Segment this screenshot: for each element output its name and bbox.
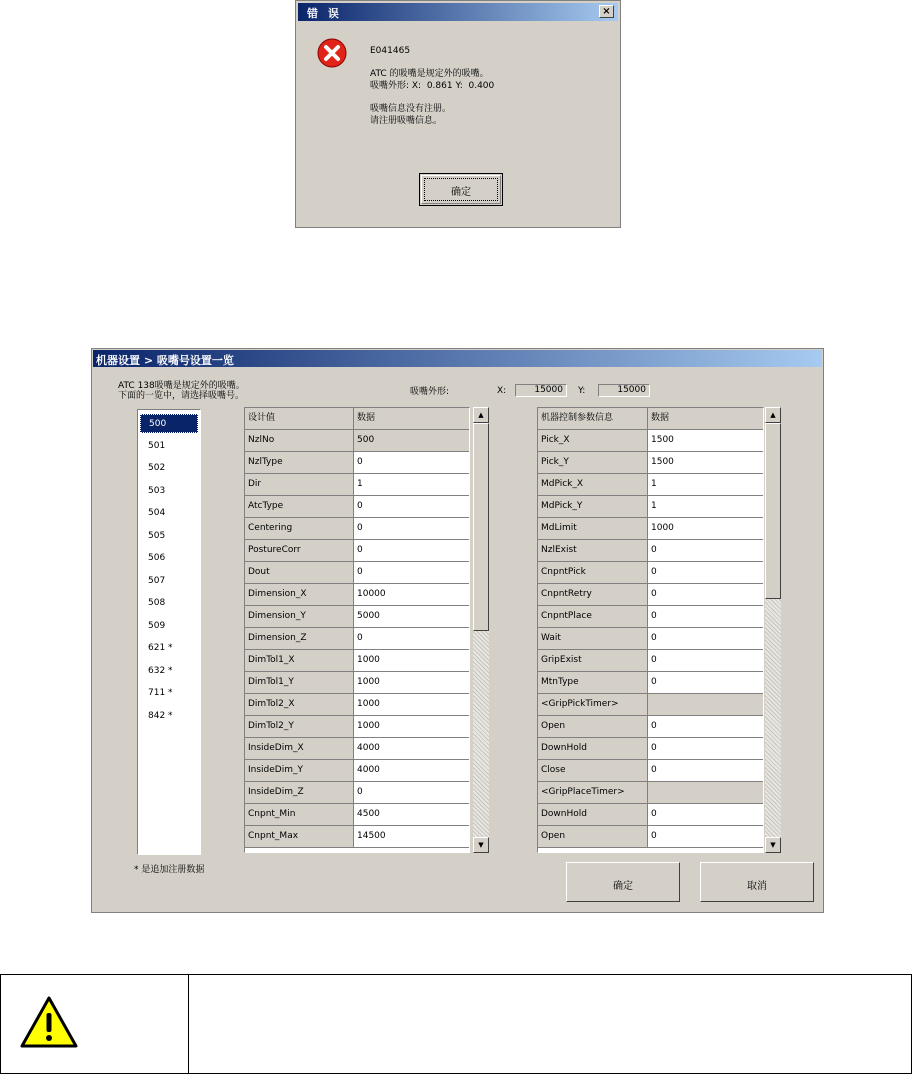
table-row[interactable] (245, 430, 469, 452)
table-row[interactable] (538, 430, 763, 452)
table-row[interactable] (538, 804, 763, 826)
window-titlebar (93, 350, 822, 367)
param-value-cell[interactable]: 1000 (357, 699, 380, 709)
param-value-cell[interactable]: 0 (651, 721, 657, 731)
column-header: 数据 (354, 408, 469, 429)
param-name-cell: InsideDim_X (245, 738, 354, 759)
nozzle-list-item[interactable]: 506 (148, 553, 166, 563)
param-value-cell[interactable]: 0 (357, 501, 363, 511)
table-row[interactable] (245, 760, 469, 782)
param-value-cell[interactable]: 0 (651, 589, 657, 599)
column-header: 设计值 (245, 408, 354, 429)
table-row[interactable] (538, 452, 763, 474)
error-dialog-title: 错 误 (307, 7, 342, 20)
scroll-thumb[interactable] (765, 423, 781, 599)
scroll-down-button[interactable]: ▼ (765, 837, 781, 853)
table-row[interactable] (538, 474, 763, 496)
nozzle-list-item[interactable]: 502 (148, 463, 166, 473)
param-value-cell[interactable] (648, 694, 763, 715)
param-name-cell: DimTol2_X (245, 694, 354, 715)
table-row[interactable] (245, 496, 469, 518)
table-row[interactable] (245, 650, 469, 672)
error-message-line1: ATC 的吸嘴是规定外的吸嘴。 (370, 69, 489, 79)
table-row[interactable] (538, 562, 763, 584)
param-name-cell: Cnpnt_Min (245, 804, 354, 825)
error-circle-x-icon (316, 37, 348, 69)
param-value-cell[interactable]: 0 (357, 787, 363, 797)
window-title: 机器设置 > 吸嘴号设置一览 (96, 354, 234, 367)
table-row[interactable] (245, 540, 469, 562)
machine-table-scrollbar[interactable] (765, 407, 781, 853)
table-row[interactable] (538, 606, 763, 628)
error-ok-button[interactable] (419, 173, 503, 206)
param-name-cell: MdPick_X (538, 474, 648, 495)
nozzle-shape-label: 吸嘴外形: (410, 387, 450, 397)
table-row[interactable] (245, 584, 469, 606)
table-row[interactable] (538, 716, 763, 738)
nozzle-settings-window (91, 348, 824, 913)
param-value-cell[interactable]: 1000 (357, 655, 380, 665)
param-value-cell[interactable]: 0 (357, 545, 363, 555)
warning-divider (188, 975, 189, 1073)
param-value-cell[interactable]: 0 (651, 765, 657, 775)
nozzle-list-item[interactable]: 504 (148, 508, 166, 518)
param-name-cell: CnpntRetry (538, 584, 648, 605)
table-row[interactable] (245, 518, 469, 540)
param-name-cell: NzlNo (245, 430, 354, 451)
param-name-cell: Open (538, 716, 648, 737)
table-row[interactable] (538, 628, 763, 650)
ok-button[interactable] (566, 862, 680, 902)
nozzle-list-item[interactable]: 632 * (148, 665, 173, 676)
param-value-cell[interactable]: 1 (651, 501, 657, 511)
param-name-cell: DownHold (538, 804, 648, 825)
table-row[interactable] (245, 738, 469, 760)
table-row[interactable] (245, 672, 469, 694)
param-value-cell[interactable]: 0 (651, 655, 657, 665)
param-value-cell[interactable]: 0 (651, 677, 657, 687)
column-header: 机器控制参数信息 (538, 408, 648, 429)
param-name-cell: Centering (245, 518, 354, 539)
param-value-cell[interactable]: 4500 (357, 809, 380, 819)
param-name-cell: MdLimit (538, 518, 648, 539)
param-value-cell[interactable]: 0 (651, 743, 657, 753)
param-value-cell[interactable]: 0 (651, 809, 657, 819)
param-value-cell[interactable]: 1000 (357, 677, 380, 687)
param-name-cell: DimTol2_Y (245, 716, 354, 737)
nozzle-list-item[interactable]: 508 (148, 598, 166, 608)
table-row[interactable] (538, 672, 763, 694)
error-code: E041465 (370, 46, 411, 56)
design-values-table (244, 407, 470, 853)
error-dialog-titlebar[interactable] (298, 3, 618, 21)
footnote: * 是追加注册数据 (134, 865, 205, 875)
table-header-row (245, 408, 469, 430)
table-header-row (538, 408, 763, 430)
scroll-down-button[interactable]: ▼ (473, 837, 489, 853)
machine-params-table (537, 407, 764, 853)
nozzle-list-item[interactable]: 505 (148, 530, 166, 541)
nozzle-list-item[interactable]: 503 (148, 485, 166, 496)
param-value-cell[interactable]: 0 (651, 545, 657, 555)
param-value-cell[interactable]: 4000 (357, 743, 380, 753)
param-value-cell[interactable]: 0 (651, 611, 657, 621)
warning-triangle-icon (19, 995, 79, 1049)
param-value-cell[interactable]: 1 (651, 479, 657, 489)
nozzle-list-item[interactable]: 711 * (148, 688, 173, 698)
param-name-cell: Cnpnt_Max (245, 826, 354, 847)
error-message-line2: 吸嘴外形: X: 0.861 Y: 0.400 (370, 81, 495, 91)
param-value-cell[interactable]: 14500 (357, 831, 386, 841)
param-value-cell[interactable]: 10000 (357, 589, 386, 599)
table-row[interactable] (538, 540, 763, 562)
error-dialog (295, 0, 621, 228)
param-name-cell: Dimension_Y (245, 606, 354, 627)
table-row[interactable] (245, 826, 469, 848)
param-value-cell[interactable]: 0 (357, 567, 363, 577)
ok-label: 确定 (613, 881, 633, 892)
nozzle-list-item[interactable]: 501 (148, 440, 166, 451)
table-row[interactable] (245, 804, 469, 826)
instruction-message: ATC 138吸嘴是规定外的吸嘴。 下面的一览中，请选择吸嘴号。 (118, 381, 245, 401)
param-name-cell: MtnType (538, 672, 648, 693)
nozzle-list[interactable] (137, 409, 201, 855)
param-value-cell[interactable]: 5000 (357, 611, 380, 621)
param-name-cell: Pick_Y (538, 452, 648, 473)
table-row[interactable] (245, 452, 469, 474)
param-value-cell[interactable] (648, 782, 763, 803)
param-name-cell: InsideDim_Y (245, 760, 354, 781)
table-row[interactable] (245, 782, 469, 804)
param-name-cell: Close (538, 760, 648, 781)
param-name-cell: MdPick_Y (538, 496, 648, 517)
param-name-cell: Dimension_Z (245, 628, 354, 649)
table-row[interactable] (245, 694, 469, 716)
param-value-cell[interactable]: 0 (357, 457, 363, 467)
x-label: X: (497, 386, 507, 396)
param-name-cell: DimTol1_X (245, 650, 354, 671)
scroll-up-button[interactable]: ▲ (473, 407, 489, 423)
param-name-cell: DownHold (538, 738, 648, 759)
y-label: Y: (578, 386, 586, 396)
table-row[interactable] (245, 474, 469, 496)
param-name-cell: InsideDim_Z (245, 782, 354, 803)
param-value-cell[interactable]: 0 (357, 523, 363, 533)
y-value-field: 15000 (598, 384, 650, 397)
param-name-cell: NzlType (245, 452, 354, 473)
param-name-cell: Dir (245, 474, 354, 495)
table-row[interactable] (538, 650, 763, 672)
param-name-cell: PostureCorr (245, 540, 354, 561)
table-row[interactable] (538, 584, 763, 606)
param-name-cell: Wait (538, 628, 648, 649)
cancel-label: 取消 (747, 881, 767, 892)
table-row[interactable] (538, 694, 763, 716)
scroll-up-button[interactable]: ▲ (765, 407, 781, 423)
param-value-cell[interactable]: 4000 (357, 765, 380, 775)
param-value-cell[interactable]: 1500 (651, 457, 674, 467)
warning-box (0, 974, 912, 1074)
param-value-cell[interactable]: 500 (354, 430, 469, 451)
column-header: 数据 (648, 408, 763, 429)
param-name-cell: CnpntPlace (538, 606, 648, 627)
table-row[interactable] (245, 606, 469, 628)
nozzle-list-item[interactable]: 509 (148, 620, 166, 631)
param-name-cell: <GripPlaceTimer> (538, 782, 648, 803)
nozzle-list-item[interactable]: 842 * (148, 710, 173, 721)
param-name-cell: DimTol1_Y (245, 672, 354, 693)
param-value-cell[interactable]: 0 (651, 831, 657, 841)
param-value-cell[interactable]: 0 (651, 633, 657, 643)
param-name-cell: NzlExist (538, 540, 648, 561)
close-icon[interactable]: × (599, 5, 614, 18)
error-message-line3: 吸嘴信息没有注册。 (370, 104, 452, 114)
param-value-cell[interactable]: 1000 (651, 523, 674, 533)
param-name-cell: GripExist (538, 650, 648, 671)
table-row[interactable] (538, 738, 763, 760)
design-table-scrollbar[interactable] (473, 407, 489, 853)
cancel-button[interactable] (700, 862, 814, 902)
param-name-cell: AtcType (245, 496, 354, 517)
table-row[interactable] (538, 760, 763, 782)
nozzle-list-item[interactable]: 507 (148, 575, 166, 586)
scroll-thumb[interactable] (473, 423, 489, 631)
param-value-cell[interactable]: 1000 (357, 721, 380, 731)
table-row[interactable] (538, 518, 763, 540)
error-message-line4: 请注册吸嘴信息。 (370, 116, 443, 126)
table-row[interactable] (245, 716, 469, 738)
x-value-field: 15000 (515, 384, 567, 397)
table-row[interactable] (538, 782, 763, 804)
table-row[interactable] (538, 826, 763, 848)
param-name-cell: Dimension_X (245, 584, 354, 605)
nozzle-list-item[interactable]: 621 * (148, 643, 173, 653)
error-ok-label: 确定 (451, 187, 471, 198)
param-name-cell: <GripPickTimer> (538, 694, 648, 715)
param-value-cell[interactable]: 1500 (651, 435, 674, 445)
table-row[interactable] (245, 562, 469, 584)
param-value-cell[interactable]: 0 (651, 567, 657, 577)
param-value-cell[interactable]: 1 (357, 479, 363, 489)
param-name-cell: Open (538, 826, 648, 847)
param-name-cell: CnpntPick (538, 562, 648, 583)
table-row[interactable] (245, 628, 469, 650)
param-value-cell[interactable]: 0 (357, 633, 363, 643)
param-name-cell: Pick_X (538, 430, 648, 451)
table-row[interactable] (538, 496, 763, 518)
nozzle-list-item[interactable]: 500 (140, 414, 198, 433)
param-name-cell: Dout (245, 562, 354, 583)
